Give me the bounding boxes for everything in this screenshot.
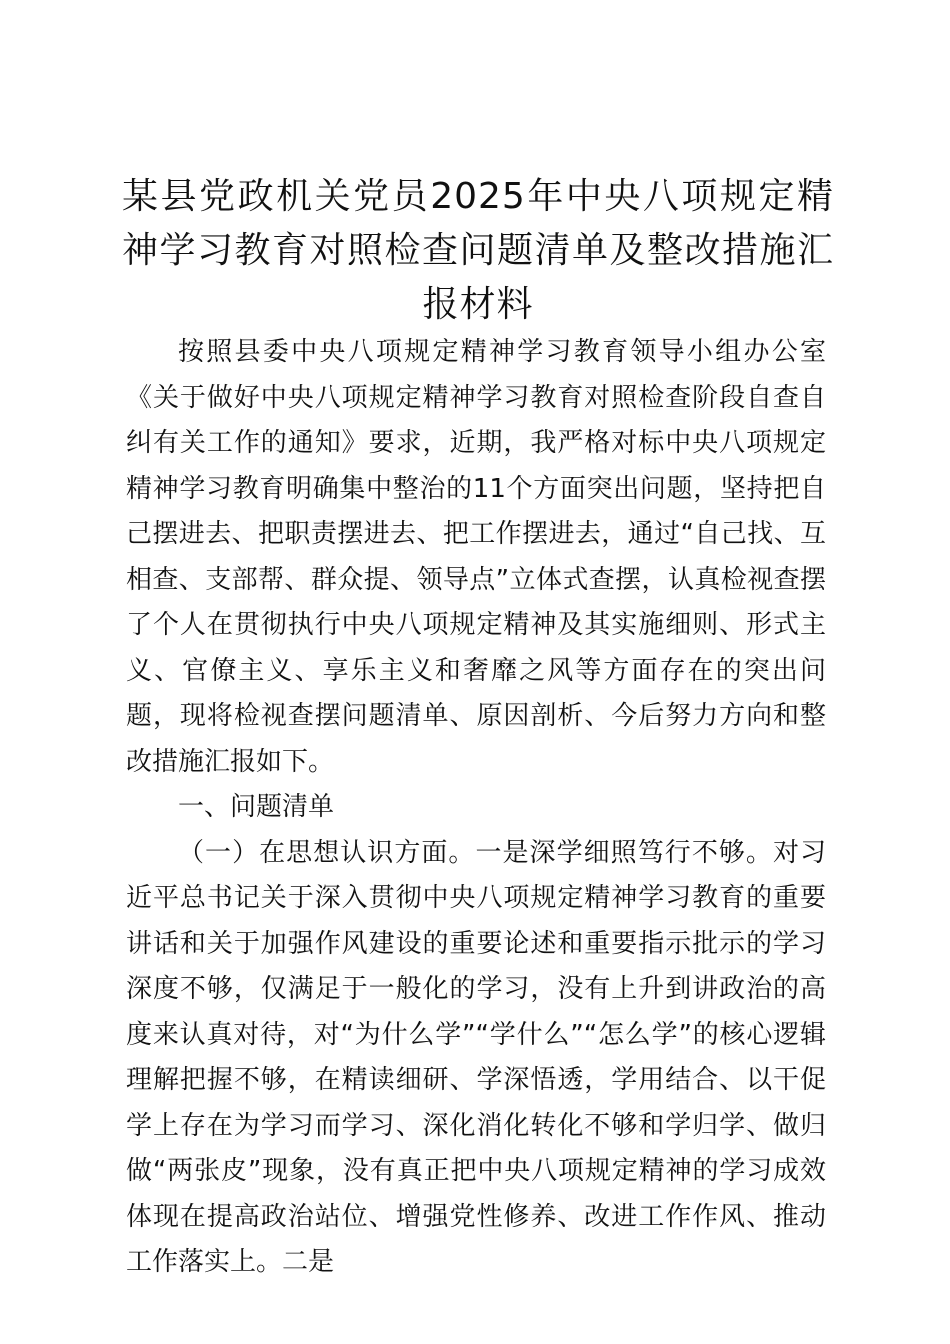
document-body <box>126 330 826 1286</box>
section-heading-problem-list: 一、问题清单 <box>178 792 335 822</box>
intro-paragraph: 按照县委中央八项规定精神学习教育领导小组办公室《关于做好中央八项规定精神学习教育对照检查阶段自查自纠有关工作的通知》要求，近期，我严格对标中央八项规定精神学习教育明确集中整治的11个方面突出问题，坚持把自己摆进去、把职责摆进去、把工作摆进去，通过“自己找、互相查、支部帮、群众提、领导点”立体式查摆，认真检视查摆了个人在贯彻执行中央八项规定精神及其实施细则、形式主义、官僚主义、享乐主义和奢靡之风等方面存在的突出问题，现将检视查摆问题清单、原因剖析、今后努力方向和整改措施汇报如下。 <box>126 337 826 777</box>
problem-paragraph-thinking: （一）在思想认识方面。一是深学细照笃行不够。对习近平总书记关于深入贯彻中央八项规定精神学习教育的重要讲话和关于加强作风建设的重要论述和重要指示批示的学习深度不够，仅满足于一般化的学习，没有上升到讲政治的高度来认真对待，对“为什么学”“学什么”“怎么学”的核心逻辑理解把握不够，在精读细研、学深悟透，学用结合、以干促学上存在为学习而学习、深化消化转化不够和学归学、做归做“两张皮”现象，没有真正把中央八项规定精神的学习成效体现在提高政治站位、增强党性修养、改进工作作风、推动工作落实上。二是 <box>126 837 826 1277</box>
document-title: 某县党政机关党员2025年中央八项规定精神学习教育对照检查问题清单及整改措施汇报材料 <box>122 176 834 325</box>
